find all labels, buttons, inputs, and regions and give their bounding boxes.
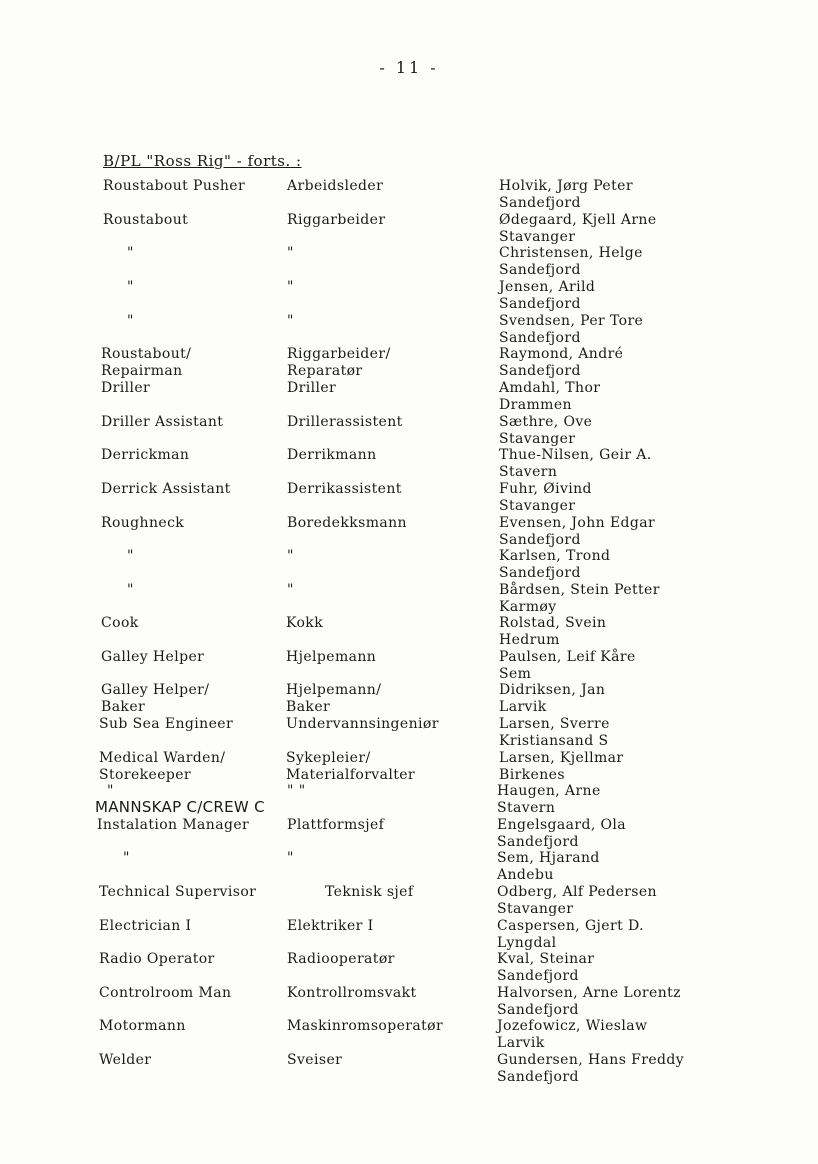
- position-english-line: Derrick Assistant: [101, 481, 231, 497]
- crew-member: [499, 212, 657, 246]
- position-english-line: Technical Supervisor: [99, 884, 257, 900]
- position-norwegian: [287, 918, 374, 935]
- position-english: [127, 582, 134, 599]
- position-norwegian-line: Riggarbeider/: [287, 346, 391, 362]
- member-hometown: Sem: [499, 666, 532, 682]
- position-english-line: ": [127, 313, 134, 329]
- position-norwegian-line: Driller: [287, 380, 337, 396]
- position-english-line: Baker: [101, 699, 146, 715]
- member-hometown: Stavern: [497, 800, 556, 816]
- crew-member: [499, 750, 623, 784]
- position-norwegian: [287, 783, 306, 800]
- crew-member: [499, 380, 600, 414]
- member-name: Sæthre, Ove: [499, 414, 593, 430]
- position-english: [127, 313, 134, 330]
- member-hometown: Sandefjord: [499, 363, 581, 379]
- crew-member: [499, 615, 606, 649]
- member-hometown: Stavanger: [499, 229, 576, 245]
- position-english: [99, 884, 256, 901]
- position-english-line: Radio Operator: [99, 951, 215, 967]
- position-norwegian: [287, 212, 385, 229]
- crew-member: [497, 1052, 684, 1086]
- position-english: [101, 346, 191, 380]
- crew-member: [497, 850, 600, 884]
- position-norwegian: [287, 346, 391, 380]
- crew-member: [499, 649, 636, 683]
- member-name: Didriksen, Jan: [499, 682, 606, 698]
- position-norwegian: [287, 279, 294, 296]
- position-norwegian-line: " ": [287, 783, 306, 799]
- member-name: Svendsen, Per Tore: [499, 313, 644, 329]
- position-english-line: ": [127, 582, 134, 598]
- position-norwegian: [286, 716, 439, 733]
- position-norwegian: [287, 515, 407, 532]
- member-name: Jozefowicz, Wieslaw: [497, 1018, 648, 1034]
- member-hometown: Sandefjord: [499, 330, 581, 346]
- position-norwegian: [287, 447, 377, 464]
- position-english-line: Motormann: [99, 1018, 186, 1034]
- member-hometown: Sandefjord: [499, 262, 581, 278]
- position-norwegian-line: Elektriker I: [287, 918, 374, 934]
- crew-member: [499, 515, 655, 549]
- position-norwegian-line: Hjelpemann/: [286, 682, 382, 698]
- position-english-line: Driller: [101, 380, 151, 396]
- member-name: Holvik, Jørg Peter: [499, 178, 633, 194]
- crew-member: [499, 548, 610, 582]
- position-norwegian-line: Derrikmann: [287, 447, 377, 463]
- crew-member: [497, 817, 626, 851]
- position-english-line: Storekeeper: [99, 767, 192, 783]
- member-hometown: Sandefjord: [497, 968, 579, 984]
- position-norwegian: [287, 951, 395, 968]
- member-hometown: Sandefjord: [499, 195, 581, 211]
- member-hometown: Sandefjord: [497, 1002, 579, 1018]
- position-norwegian-line: Undervannsingeniør: [286, 716, 439, 732]
- position-norwegian-line: Teknisk sjef: [325, 884, 414, 900]
- position-english-line: Electrician I: [99, 918, 192, 934]
- position-english-line: Galley Helper/: [101, 682, 210, 698]
- member-hometown: Sandefjord: [499, 296, 581, 312]
- position-english: [101, 615, 139, 632]
- member-hometown: Stavanger: [499, 431, 576, 447]
- position-english-line: Welder: [99, 1052, 152, 1068]
- position-norwegian: [287, 1052, 342, 1069]
- position-norwegian: [286, 682, 381, 716]
- position-norwegian: [287, 380, 336, 397]
- position-english: [101, 447, 189, 464]
- position-norwegian-line: Kontrollromsvakt: [287, 985, 417, 1001]
- position-english: [101, 481, 231, 498]
- position-norwegian-line: Sykepleier/: [286, 750, 371, 766]
- member-hometown: Karmøy: [499, 599, 557, 615]
- position-norwegian: [287, 414, 403, 431]
- member-name: Paulsen, Leif Kåre: [499, 649, 636, 665]
- position-norwegian: [287, 817, 384, 834]
- position-english: [99, 750, 225, 784]
- position-english-line: Cook: [101, 615, 139, 631]
- position-english-line: Roustabout Pusher: [103, 178, 246, 194]
- member-name: Karlsen, Trond: [499, 548, 611, 564]
- crew-member: [499, 178, 633, 212]
- position-norwegian-line: Materialforvalter: [286, 767, 416, 783]
- member-hometown: Kristiansand S: [499, 733, 609, 749]
- position-norwegian: [287, 985, 417, 1002]
- position-english-line: Driller Assistant: [101, 414, 224, 430]
- position-english: [127, 279, 134, 296]
- position-norwegian: [325, 884, 413, 901]
- position-english-line: ": [123, 850, 130, 866]
- position-english: [127, 548, 134, 565]
- member-hometown: Lyngdal: [497, 935, 557, 951]
- position-english: [99, 985, 231, 1002]
- crew-member: [499, 447, 652, 481]
- position-english: [127, 245, 134, 262]
- position-english: [99, 1052, 151, 1069]
- member-name: Jensen, Arild: [499, 279, 596, 295]
- position-norwegian-line: Derrikassistent: [287, 481, 402, 497]
- position-norwegian-line: ": [287, 313, 294, 329]
- position-norwegian: [286, 615, 323, 632]
- position-english: [101, 380, 150, 397]
- position-norwegian-line: Arbeidsleder: [287, 178, 384, 194]
- position-english-line: Sub Sea Engineer: [99, 716, 234, 732]
- crew-member: [499, 346, 623, 380]
- crew-member: [497, 884, 657, 918]
- position-norwegian: [287, 548, 294, 565]
- member-name: Caspersen, Gjert D.: [497, 918, 644, 934]
- position-norwegian: [287, 178, 383, 195]
- position-norwegian-line: Boredekksmann: [287, 515, 407, 531]
- member-name: Raymond, André: [499, 346, 624, 362]
- page-number: - 11 -: [379, 58, 439, 77]
- position-norwegian: [287, 850, 294, 867]
- position-english: [103, 178, 245, 195]
- position-norwegian-line: Kokk: [286, 615, 324, 631]
- position-english-line: Roustabout/: [101, 346, 192, 362]
- member-hometown: Larvik: [499, 699, 547, 715]
- position-english: [97, 817, 249, 834]
- member-name: Sem, Hjarand: [497, 850, 600, 866]
- position-english-line: ": [127, 548, 134, 564]
- position-norwegian-line: Sveiser: [287, 1052, 343, 1068]
- member-hometown: Andebu: [497, 867, 554, 883]
- position-english: [101, 414, 223, 431]
- position-english-line: Controlroom Man: [99, 985, 232, 1001]
- position-norwegian-line: Riggarbeider: [287, 212, 386, 228]
- crew-member: [497, 985, 681, 1019]
- crew-member: [499, 682, 605, 716]
- member-name: Haugen, Arne: [497, 783, 601, 799]
- crew-member: [497, 918, 644, 952]
- member-name: Odberg, Alf Pedersen: [497, 884, 657, 900]
- position-norwegian: [286, 750, 415, 784]
- member-name: Christensen, Helge: [499, 245, 643, 261]
- crew-member: [499, 414, 592, 448]
- position-english-line: Medical Warden/: [99, 750, 226, 766]
- member-name: Halvorsen, Arne Lorentz: [497, 985, 681, 1001]
- position-norwegian-line: Maskinromsoperatør: [287, 1018, 444, 1034]
- member-hometown: Sandefjord: [497, 834, 579, 850]
- position-norwegian: [287, 245, 294, 262]
- member-hometown: Birkenes: [499, 767, 565, 783]
- position-english-line: Roughneck: [101, 515, 185, 531]
- position-norwegian: [287, 582, 294, 599]
- position-english: [99, 918, 191, 935]
- position-norwegian: [287, 481, 402, 498]
- position-english-line: Derrickman: [101, 447, 190, 463]
- position-norwegian-line: Reparatør: [287, 363, 363, 379]
- position-norwegian-line: Plattformsjef: [287, 817, 385, 833]
- member-hometown: Hedrum: [499, 632, 560, 648]
- member-name: Bårdsen, Stein Petter: [499, 582, 660, 598]
- member-name: Thue-Nilsen, Geir A.: [499, 447, 652, 463]
- crew-member: [497, 783, 601, 817]
- position-norwegian-line: ": [287, 548, 294, 564]
- position-english: [99, 716, 233, 733]
- page-heading: B/PL "Ross Rig" - forts. :: [103, 152, 302, 170]
- position-english-line: ": [107, 783, 114, 799]
- crew-member: [497, 1018, 647, 1052]
- position-norwegian-line: Radiooperatør: [287, 951, 395, 967]
- member-name: Engelsgaard, Ola: [497, 817, 627, 833]
- position-norwegian: [287, 1018, 443, 1035]
- member-name: Kval, Steinar: [497, 951, 595, 967]
- member-name: Larsen, Sverre: [499, 716, 610, 732]
- position-norwegian-line: Baker: [286, 699, 331, 715]
- crew-member: [499, 245, 643, 279]
- position-english: [107, 783, 114, 800]
- member-hometown: Sandefjord: [497, 1069, 579, 1085]
- position-english-line: Roustabout: [103, 212, 189, 228]
- crew-member: [499, 716, 610, 750]
- member-hometown: Larvik: [497, 1035, 545, 1051]
- position-english: [123, 850, 130, 867]
- crew-member: [497, 951, 594, 985]
- crew-member: [499, 279, 595, 313]
- crew-row: [0, 1052, 818, 1092]
- crew-member: [499, 313, 643, 347]
- position-norwegian: [286, 649, 376, 666]
- position-norwegian-line: ": [287, 582, 294, 598]
- position-english: [101, 515, 184, 532]
- position-english: [99, 1018, 186, 1035]
- member-name: Ødegaard, Kjell Arne: [499, 212, 657, 228]
- member-hometown: Stavanger: [497, 901, 574, 917]
- member-name: Rolstad, Svein: [499, 615, 607, 631]
- member-name: Amdahl, Thor: [499, 380, 601, 396]
- position-english: [101, 649, 204, 666]
- crew-member: [499, 481, 592, 515]
- section-heading: MANNSKAP C/CREW C: [95, 798, 265, 816]
- position-english: [101, 682, 209, 716]
- member-hometown: Sandefjord: [499, 532, 581, 548]
- member-name: Evensen, John Edgar: [499, 515, 656, 531]
- member-hometown: Stavern: [499, 464, 558, 480]
- position-english-line: ": [127, 245, 134, 261]
- member-name: Gundersen, Hans Freddy: [497, 1052, 685, 1068]
- position-norwegian-line: ": [287, 850, 294, 866]
- crew-member: [499, 582, 660, 616]
- member-hometown: Sandefjord: [499, 565, 581, 581]
- member-hometown: Stavanger: [499, 498, 576, 514]
- position-norwegian-line: ": [287, 279, 294, 295]
- member-hometown: Drammen: [499, 397, 572, 413]
- member-name: Larsen, Kjellmar: [499, 750, 624, 766]
- position-english: [103, 212, 188, 229]
- position-english-line: Repairman: [101, 363, 183, 379]
- position-norwegian-line: ": [287, 245, 294, 261]
- position-english: [99, 951, 215, 968]
- position-english-line: ": [127, 279, 134, 295]
- position-english-line: Instalation Manager: [97, 817, 250, 833]
- member-name: Fuhr, Øivind: [499, 481, 592, 497]
- position-norwegian: [287, 313, 294, 330]
- position-norwegian-line: Drillerassistent: [287, 414, 403, 430]
- position-english-line: Galley Helper: [101, 649, 205, 665]
- position-norwegian-line: Hjelpemann: [286, 649, 377, 665]
